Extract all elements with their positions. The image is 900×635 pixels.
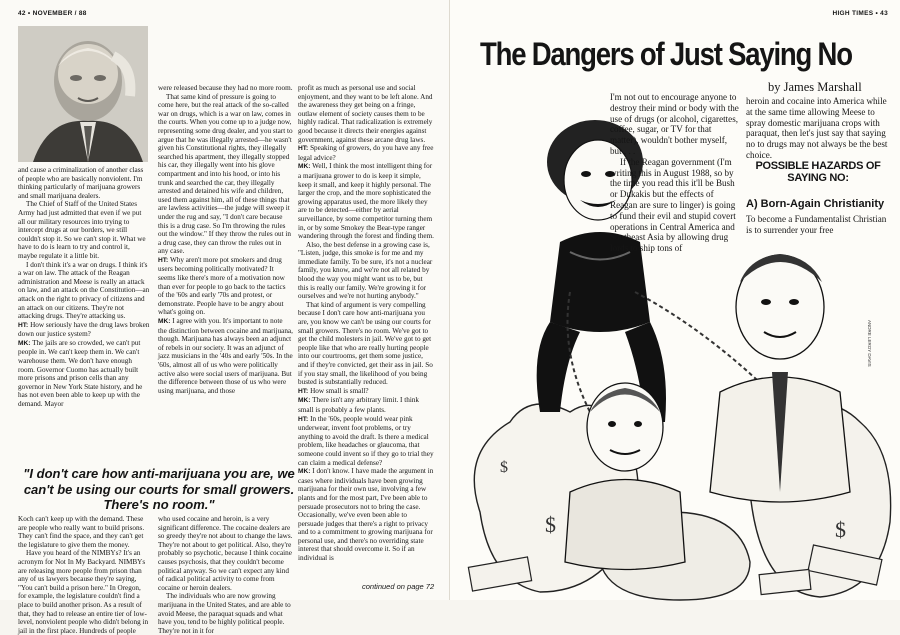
right-folio: HIGH TIMES • 43 [832,10,888,17]
left-folio: 42 • NOVEMBER / 88 [18,10,87,17]
col1-para-2: The Chief of Staff of the United States Army had just admitted that even if we put all our military resources into trying to intercept drugs at our borders, we still couldn't stop it. So we can't stop it. What we have to do is learn to try and control it, maybe regulate it a little bit. [18,200,146,260]
svg-text:$: $ [835,517,846,542]
left-bottom-col-2 [158,515,293,635]
pull-quote: "I don't care how anti-marijuana you are, we can't be using our courts for small growers. There's no room." [23,466,295,512]
illustration-credit: ANDRE LEROY DAVIS [867,320,872,367]
left-col-1 [18,166,150,409]
left-col-3 [298,84,434,563]
col3-para-1: profit as much as personal use and social enjoyment, and they want to be left alone. And the awareness they get being on a fringe, outlaw element of society causes them to be highly radical. That radicalization is extremely good because it directs their energies against government, against these arcane drug laws. [298,84,433,144]
right-col3-para-1: To become a Fundamentalist Christian is to surrender your free [746,214,887,235]
portrait-illustration [18,26,148,162]
continued-line: continued on page 72 [362,582,435,591]
right-col1-para-2: If the Reagan government (I'm writing this in August 1988, so by the time you read this it'll be Bush or Dukakis but the effects of Reagan are sure to linger) is going to fund their evil and stupid covert operations in Central America and Southeast Asia by allowing drug lords to ship tons of [610,156,736,254]
svg-text:$: $ [500,459,508,476]
bottom-col2-para-1: who used cocaine and heroin, is a very significant difference. The cocaine dealers are so greedy they're not about to change the laws. They're not about to get political. Also, they're probably so psychotic, because I think cocaine causes psychosis, that they couldn't become political anyway. So we can't expect any kind of radical political activity to come from cocaine or heroin dealers. [158,515,293,592]
col1-para-3: I don't think it's a war on drugs. I think it's a war on law. The attack of the Reagan administration and Meese is really an attack on law, and an attack on the Constitution—an attack on the right to privacy of citizens and an attack on our citizens. They're not attacking drugs. They're attacking us. [18,260,150,321]
col2-qa-1: HT: Why aren't more pot smokers and drug users becoming politically motivated? It seems like there's more of a motivation now than ever for people to go back to the tactics of the '60s and early '70s and protest, or demonstrate. People have to be angry about what's going on. [158,255,286,317]
col3-qa-5: HT: In the '60s, people would wear pink underwear, invent foot problems, or try anything to avoid the draft. Is there a medical problem, like headaches or glaucoma, that someone could invent so if they go to trial they can claim a medical defense? [298,414,434,467]
right-col-1 [610,92,740,254]
col1-qa-2: MK: The jails are so crowded, we can't put people in. We can't keep them in. We can't warehouse them. We don't have enough room. Governor Cuomo has actually built more prisons and prison cells than any governor in New York State history, and he has not even been able to keep up with the demand. Mayor [18,338,143,409]
col2-para-1: were released because they had no more room. [158,84,293,92]
byline: by James Marshall [768,80,862,94]
headline: The Dangers of Just Saying No [480,36,852,72]
col2-para-2: That same kind of pressure is going to come here, but the real attack of the so-called war on drugs, which is a war on law, comes in the courts. When you come up to a judge now, representing some drug dealer, and you start to argue that he was illegally arrested—he wasn't given his Constitutional rights, they illegally searched his apartment, they illegally stopped his car, they illegally went into his glove compartment and into his hood, or into his trunk and searched the car, they illegally arrested and detained his wife and children, used them against him, all of these things that are lawless activities—the judge will sweep it under the rug and say, "I don't care because this is a drug case. So I'm throwing the rules out the window." If they throw the rules out in a drug case, they can throw the rules out in any case. [158,92,293,256]
bottom-col1-para-2: Have you heard of the NIMBYs? It's an acronym for Not In My Backyard. NIMBYs are releasing more people from prison than any of us lawyers because they're saying, "You can't build a prison here." In Oregon, for example, the legislature couldn't find a place to build another prison. As a result of that, they had to release an entire tier of low-level, nonviolent people who didn't belong in jail in the first place. Hundreds of people [18,549,149,635]
col3-qa-6: MK: I don't know. I have made the argument in cases where individuals have been growing marijuana for their own use, involving a few plants and for the most part, I've been able to persuade prosecutors not to bring the case. Occasionally, we've even been able to persuade judges that there's a right to privacy and to a commitment to growing marijuana for personal use, and there's no overriding state interest that should overcome it. So if an individual is [298,467,434,563]
svg-text:$: $ [545,512,556,537]
subhead-born-again: A) Born-Again Christianity [746,198,885,210]
col3-para-2: Also, the best defense in a growing case is, "Listen, judge, this smoke is for me and my immediate family. To be sure, it's not a nuclear family, you know, and we're not all related by blood the way you might want us to be, but this is really our family. We're growing it for ourselves and we're not hurting anybody." [298,240,433,301]
col3-para-3: That kind of argument is very compelling because I don't care how anti-marijuana you are, you know we can't be using our courts for small growers. There's no room. We've got to get the child molesters in jail. We've got to get people like that who are really hurting people into our courtrooms, get them some justice, and if they're convicted, get their ass in jail. So if you stay small, the likelihood of you being busted is substantially reduced. [298,300,433,387]
col1-qa-1: HT: How seriously have the drug laws broken down our justice system? [18,320,150,339]
right-col2-para-1: heroin and cocaine into America while at the same time allowing Meese to spray domestic marijuana crops with paraquat, then let's just say that saying no to drugs may not always be the best choice. [746,96,888,160]
col3-qa-1: HT: Speaking of growers, do you have any free legal advice? [298,144,434,162]
bottom-col1-para-1: Koch can't keep up with the demand. These are people who really want to build prisons. They can't find the space, and they can't get the legislature to give them the money. [18,515,145,549]
bottom-col2-para-2: The individuals who are now growing marijuana in the United States, and are able to avoid Meese, the paraquat squads and what have you, tend to be highly political people. They're not in it for [158,592,291,635]
right-col-3 [746,214,890,236]
right-col-2 [746,96,890,161]
col1-para-1: and cause a criminalization of another class of people who are basically nonviolent. I'm thinking particularly of marijuana growers and small marijuana dealers. [18,166,144,200]
col3-qa-3: HT: How small is small? [298,386,369,395]
right-col1-para-1: I'm not out to encourage anyone to destroy their mind or body with the use of drugs (or alcohol, cigarettes, coffee, sugar, or TV for that matter), wouldn't bother myself, but . . . [610,92,739,156]
col2-qa-2: MK: I agree with you. It's important to note the distinction between cocaine and marijuana, though. Marijuana has always been an adjunct of rebels in our society. It was an adjunct of jazz musicians in the '40s and early '50s. In the '60s, almost all of us who were politically active also were social users of marijuana. But the difference between those of us who were using marijuana, and those [158,317,293,395]
col3-qa-2: MK: Well, I think the most intelligent thing for a marijuana grower to do is keep it simple, keep it small, and keep it highly personal. The larger the crop, and the more sophisticated the growing apparatus used, the more likely they are to be detected—either by aerial surveillance, by some competitor turning them in, or by some Smokey the Bear-type ranger wandering through the forest and finding them. [298,162,434,241]
col3-qa-4: MK: There isn't any arbitrary limit. I think small is probably a few plants. [298,396,420,414]
left-col-2 [158,84,293,395]
hazards-heading: POSSIBLE HAZARDS OF SAYING NO: [755,160,881,184]
left-bottom-col-1 [18,515,150,635]
portrait-photo [18,26,148,162]
